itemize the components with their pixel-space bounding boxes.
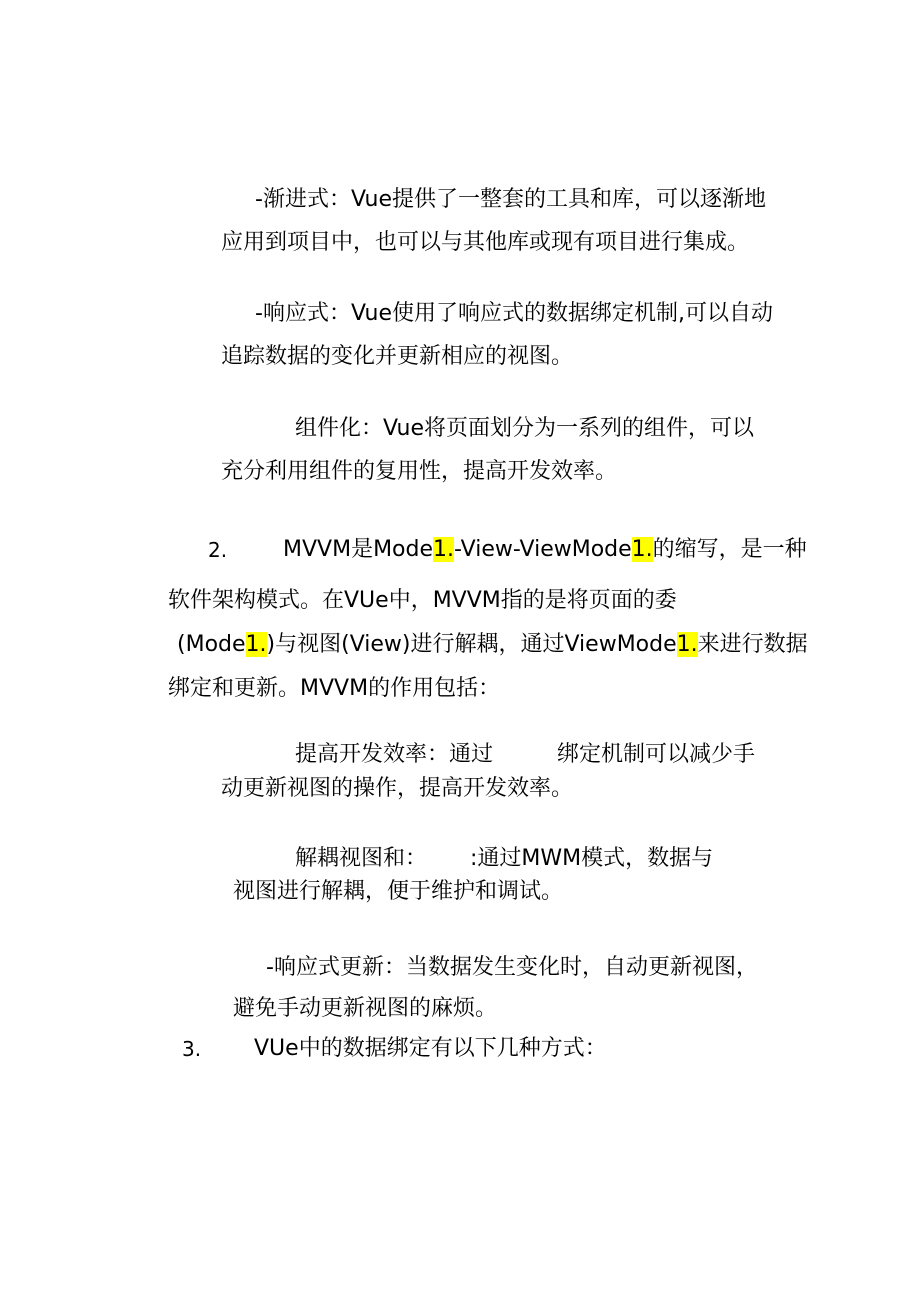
decouple-line-1a: 解耦视图和： [295, 846, 428, 871]
highlight-mark: 1. [433, 537, 455, 562]
section-2-line-3 [177, 628, 808, 662]
highlight-mark: 1. [245, 632, 267, 657]
section-2-number: 2. [208, 538, 228, 562]
section-3-number: 3. [182, 1037, 202, 1061]
progressive-line-1: -渐进式：Vue提供了一整套的工具和库，可以逐渐地 [255, 187, 766, 212]
reactive-update-line-2: 避免手动更新视图的麻烦。 [233, 996, 498, 1021]
section-3-line-1: VUe中的数据绑定有以下几种方式： [254, 1036, 607, 1061]
section-2-line-1-part-a: MVVM是Mode [283, 537, 434, 562]
reactive-line-2: 追踪数据的变化并更新相应的视图。 [221, 344, 574, 369]
component-line-2: 充分利用组件的复用性，提高开发效率。 [221, 459, 618, 484]
section-2-line-3-part-b: )与视图(View)进行解耦，通过ViewMode [266, 632, 677, 657]
section-2-line-3-part-a: (Mode [177, 632, 246, 657]
section-2-line-1-part-c: 的缩写，是一种 [652, 537, 807, 562]
component-line-1: 组件化：Vue将页面划分为一系列的组件，可以 [295, 416, 755, 441]
efficiency-line-2: 动更新视图的操作，提高开发效率。 [221, 776, 574, 801]
efficiency-line-1a: 提高开发效率：通过 [295, 742, 494, 767]
section-2-line-2: 软件架构模式。在VUe中，MVVM指的是将页面的委 [168, 588, 677, 613]
section-2-line-4: 绑定和更新。MVVM的作用包括： [168, 676, 501, 701]
reactive-update-line-1: -响应式更新：当数据发生变化时，自动更新视图， [266, 955, 758, 980]
section-2-line-1-part-b: -View-ViewMode [454, 537, 632, 562]
decouple-line-2: 视图进行解耦，便于维护和调试。 [233, 879, 564, 904]
highlight-mark: 1. [631, 537, 653, 562]
progressive-line-2: 应用到项目中，也可以与其他库或现有项目进行集成。 [221, 230, 750, 255]
highlight-mark: 1. [676, 632, 698, 657]
efficiency-line-1b: 绑定机制可以减少手 [557, 742, 756, 767]
section-2-line-1 [283, 533, 807, 567]
decouple-line-1b: :通过MWM模式，数据与 [470, 846, 714, 871]
reactive-line-1: -响应式：Vue使用了响应式的数据绑定机制,可以自动 [255, 301, 773, 326]
section-2-line-3-part-c: 来进行数据 [697, 632, 808, 657]
